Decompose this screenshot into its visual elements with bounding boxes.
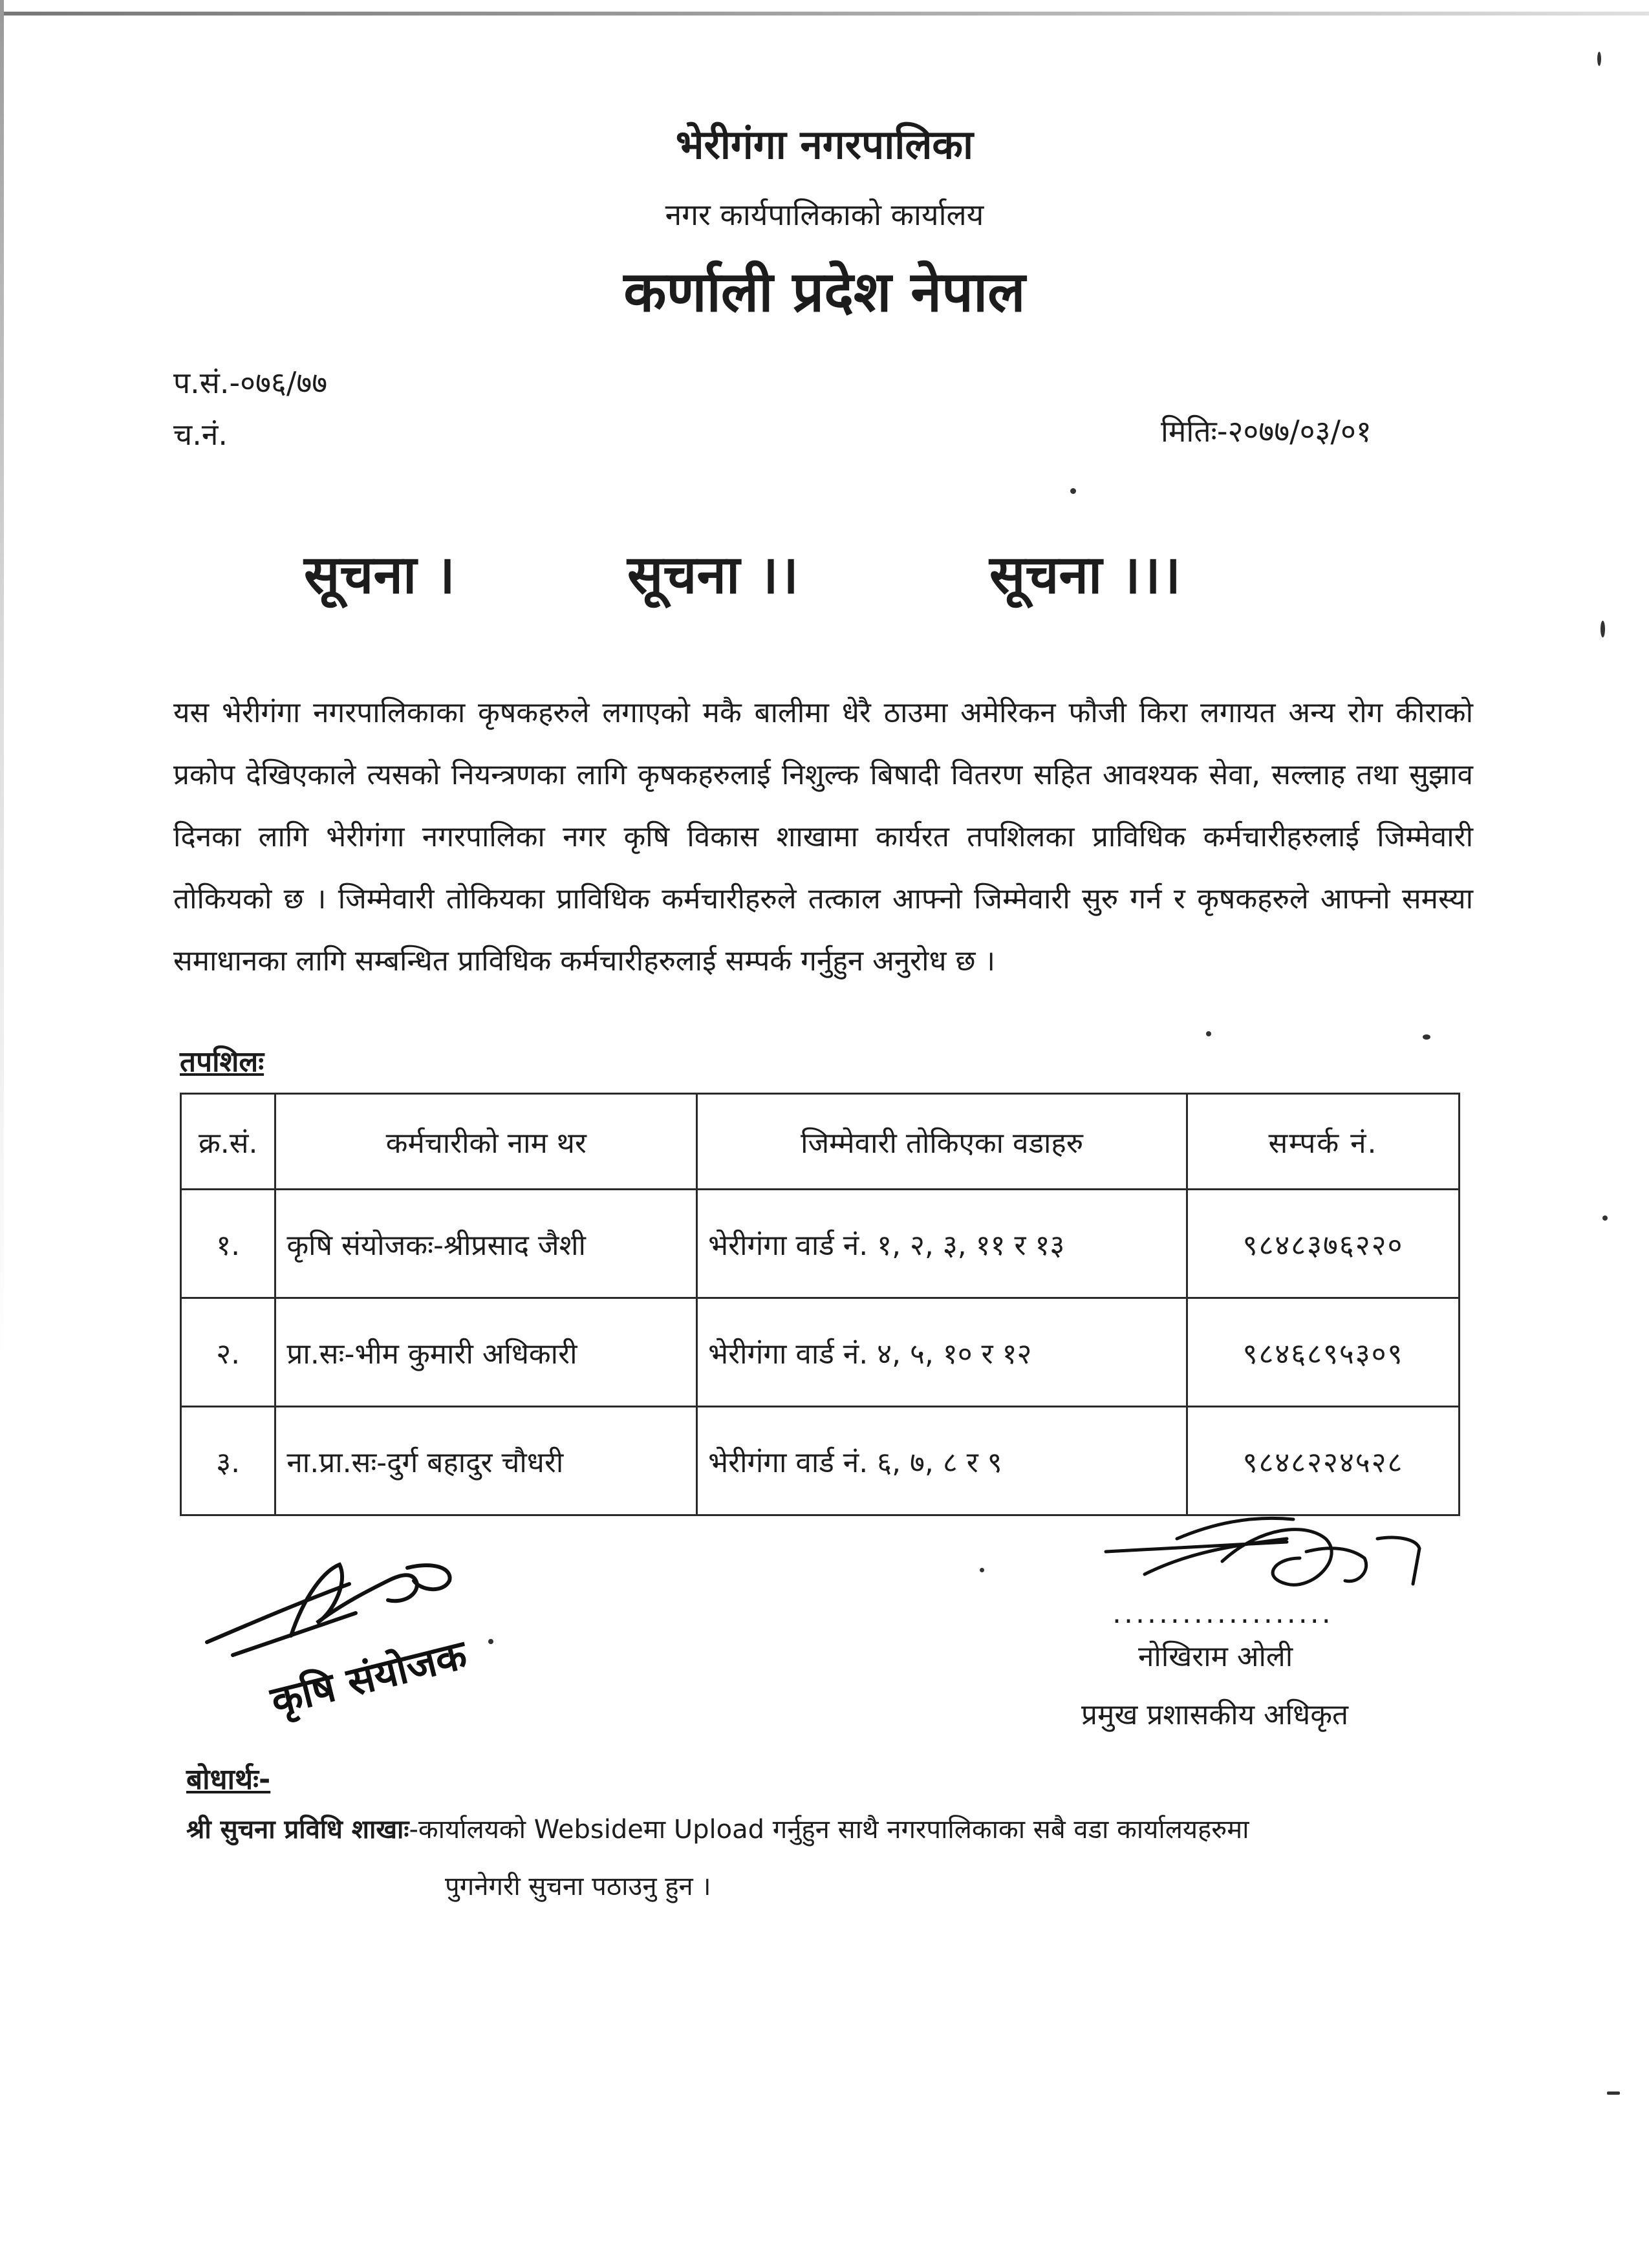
column-header: जिम्मेवारी तोकिएका वडाहरु: [697, 1094, 1187, 1190]
officer-title: प्रमुख प्रशासकीय अधिकृत: [1081, 1698, 1349, 1731]
staff-table: [180, 1093, 1460, 1516]
dispatch-number: च.नं.: [173, 417, 228, 452]
reference-number: प.सं.-०७६/७७: [173, 365, 328, 400]
cc-instruction: -कार्यालयको Websideमा Upload गर्नुहुन साथै नगरपालिकाका सबै वडा कार्यालयहरुमा: [409, 1815, 1249, 1845]
phone-cell: ९८४८३७६२२०: [1187, 1190, 1460, 1298]
wards-cell: भेरीगंगा वार्ड नं. ४, ५, १० र १२: [697, 1298, 1187, 1407]
staff-name-cell: प्रा.सः-भीम कुमारी अधिकारी: [275, 1298, 697, 1407]
staff-name-cell: ना.प्रा.सः-दुर्ग बहादुर चौधरी: [275, 1407, 697, 1515]
officer-name: नोखिराम ओली: [1138, 1640, 1293, 1673]
table-row: [181, 1407, 1460, 1515]
scan-speck: [1607, 2091, 1620, 2095]
serial-cell: १.: [181, 1190, 275, 1298]
scan-speck: [1206, 1031, 1211, 1036]
cc-heading: बोधार्थः-: [186, 1763, 271, 1796]
scan-speck: [1600, 621, 1605, 637]
cc-line: [186, 1810, 1249, 1846]
column-header: क्र.सं.: [181, 1094, 275, 1190]
scan-speck: [1597, 52, 1601, 66]
notice-heading-1: सूचना ।: [304, 544, 455, 606]
serial-cell: ३.: [181, 1407, 275, 1515]
table-row: [181, 1190, 1460, 1298]
cc-recipient: श्री सुचना प्रविधि शाखाः: [186, 1815, 409, 1845]
phone-cell: ९८४६८९५३०९: [1187, 1298, 1460, 1407]
notice-heading-2: सूचना ।।: [627, 544, 799, 606]
letter-date: मितिः-२०७७/०३/०१: [1161, 414, 1372, 449]
scan-speck: [488, 1639, 493, 1644]
serial-cell: २.: [181, 1298, 275, 1407]
cc-line-continued: पुगनेगरी सुचना पठाउनु हुन ।: [445, 1872, 711, 1901]
scan-edge-left: [0, 0, 4, 2268]
province-title: कर्णाली प्रदेश नेपाल: [623, 260, 1026, 325]
wards-cell: भेरीगंगा वार्ड नं. ६, ७, ८ र ९: [697, 1407, 1187, 1515]
table-header-row: [181, 1094, 1460, 1190]
scan-speck: [1602, 1215, 1608, 1221]
coordinator-stamp: कृषि संयोजक: [266, 1631, 471, 1725]
office-name: नगर कार्यपालिकाको कार्यालय: [665, 197, 984, 232]
column-header: सम्पर्क नं.: [1187, 1094, 1460, 1190]
column-header: कर्मचारीको नाम थर: [275, 1094, 697, 1190]
notice-body: यस भेरीगंगा नगरपालिकाका कृषकहरुले लगाएको मकै बालीमा धेरै ठाउमा अमेरिकन फौजी किरा लगायत अन्य रोग कीराको प्रकोप देखिएकाले त्यसको नियन्त्रणका लागि कृषकहरुलाई निशुल्क बिषादी वितरण सहित आवश्यक सेवा, सल्लाह तथा सुझाव दिनका लागि भेरीगंगा नगरपालिका नगर कृषि विकास शाखामा कार्यरत तपशिलका प्राविधिक कर्मचारीहरुलाई जिम्मेवारी तोकियको छ । जिम्मेवारी तोकियका प्राविधिक कर्मचारीहरुले तत्काल आफ्नो जिम्मेवारी सुरु गर्न र कृषकहरुले आफ्नो समस्या समाधानका लागि सम्बन्धित प्राविधिक कर्मचारीहरुलाई सम्पर्क गर्नुहुन अनुरोध छ ।: [173, 696, 1473, 978]
scan-speck: [980, 1568, 984, 1572]
phone-cell: ९८४८२२४५२८: [1187, 1407, 1460, 1515]
wards-cell: भेरीगंगा वार्ड नं. १, २, ३, ११ र १३: [697, 1190, 1187, 1298]
notice-heading-3: सूचना ।।।: [989, 544, 1181, 606]
staff-name-cell: कृषि संयोजकः-श्रीप्रसाद जैशी: [275, 1190, 697, 1298]
scan-speck: [1070, 488, 1076, 494]
scan-edge: [0, 12, 1649, 16]
org-name: भेरीगंगा नगरपालिका: [675, 121, 974, 168]
signature-line: ...................: [1112, 1597, 1333, 1630]
scan-speck: [1423, 1034, 1430, 1040]
details-heading: तपशिलः: [180, 1045, 264, 1078]
table-row: [181, 1298, 1460, 1407]
